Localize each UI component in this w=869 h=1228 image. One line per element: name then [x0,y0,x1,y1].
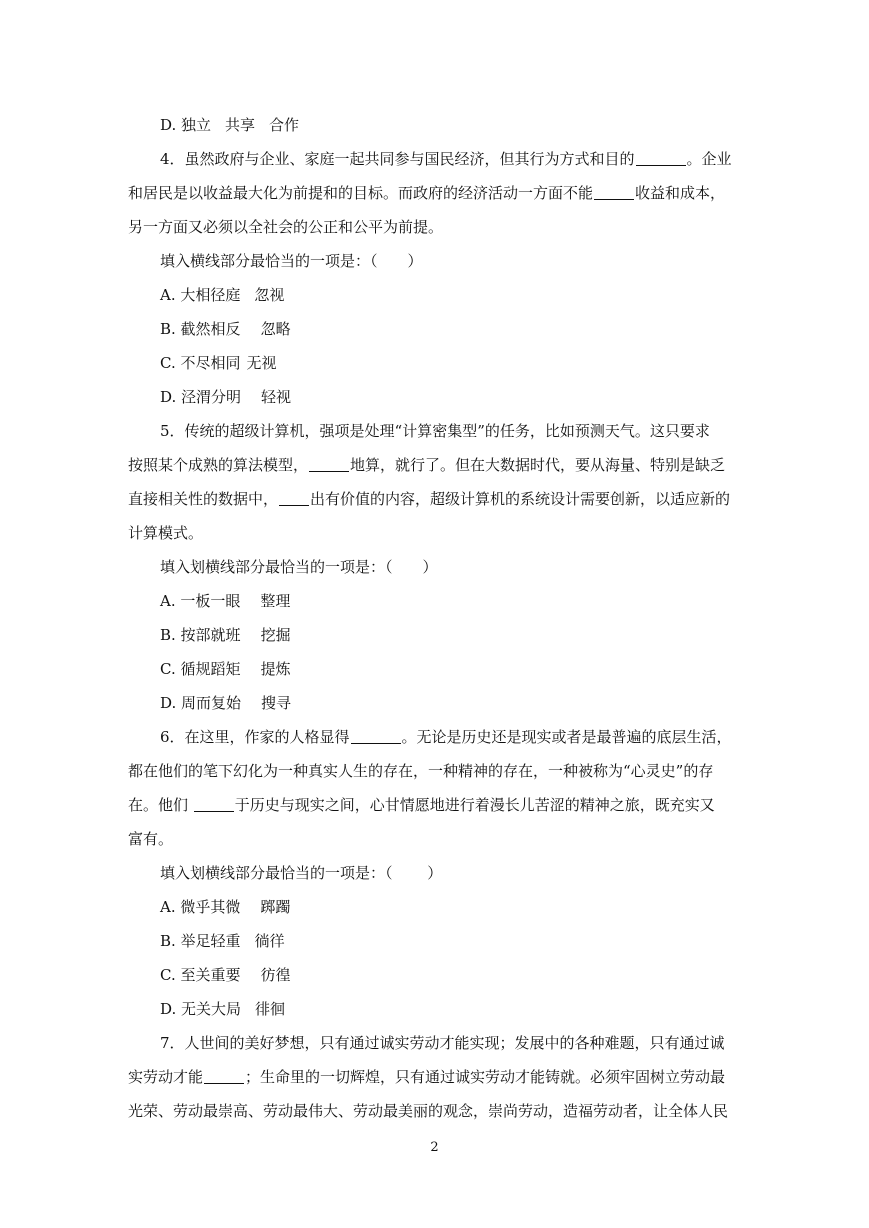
q6-stem-line-4 [128,822,743,856]
text-segment: 6．在这里，作家的人格显得 [160,728,350,746]
q4-stem-line-3 [128,210,743,244]
text-segment: 合作 [269,116,300,134]
text-segment: 按照某个成熟的算法模型， [128,456,309,474]
q6-option-d [128,992,743,1026]
text-segment: 挖掘 [260,626,291,644]
text-segment: C. 不尽相同 [160,354,241,372]
q5-option-c [128,652,743,686]
q5-option-a [128,584,743,618]
text-segment: 共享 [225,116,256,134]
q4-option-b [128,312,743,346]
text-segment: 忽略 [260,320,291,338]
answer-blank [279,487,309,506]
q5-stem-line-3 [128,482,743,516]
text-segment: 4．虽然政府与企业、家庭一起共同参与国民经济，但其行为方式和目的 [160,150,635,168]
q5-option-b [128,618,743,652]
text-segment: 于历史与现实之间，心甘情愿地进行着漫长儿苦涩的精神之旅，既充实又 [234,796,715,814]
q6-option-c [128,958,743,992]
answer-blank [194,793,234,812]
text-segment: 出有价值的内容，超级计算机的系统设计需要创新，以适应新的 [310,490,731,508]
text-segment: 提炼 [260,660,291,678]
q6-prompt: 填入划横线部分最恰当的一项是：（ ） [160,864,443,882]
text-segment: 徘徊 [255,1000,286,1018]
text-segment: A. 微乎其微 [160,898,241,916]
q6-stem-line-2 [128,754,743,788]
text-segment: 搜寻 [261,694,292,712]
text-segment: ；生命里的一切辉煌，只有通过诚实劳动才能铸就。必须牢固树立劳动最 [245,1068,726,1086]
q4-prompt: 填入横线部分最恰当的一项是：（ ） [160,252,423,270]
answer-blank [204,1065,244,1084]
text-segment: C. 至关重要 [160,966,241,984]
page-number: 2 [430,1140,439,1155]
q6-option-b [128,924,743,958]
text-segment: 7．人世间的美好梦想，只有通过诚实劳动才能实现；发展中的各种难题，只有通过诚 [160,1034,725,1052]
q7-stem-line-2 [128,1060,743,1094]
text-segment: 踯躅 [260,898,291,916]
q5-stem-line-1 [128,414,743,448]
text-segment: A. 一板一眼 [160,592,241,610]
text-segment: 富有。 [128,830,174,848]
answer-blank [636,147,686,166]
text-segment: 都在他们的笔下幻化为一种真实人生的存在，一种精神的存在，一种被称为“心灵史”的存 [128,762,714,780]
q7-stem-line-1 [128,1026,743,1060]
text-segment: 。企业 [686,150,732,168]
text-segment: D. 周而复始 [160,694,242,712]
answer-blank [594,181,634,200]
page-content [128,108,743,1128]
text-segment: 徜徉 [254,932,285,950]
text-segment: 轻视 [261,388,292,406]
text-segment: 计算模式。 [128,524,204,542]
text-segment: D. 泾渭分明 [160,388,242,406]
text-segment: 地算，就行了。但在大数据时代，要从海量、特别是缺乏 [350,456,726,474]
q4-stem-line-2 [128,176,743,210]
text-segment: A. 大相径庭 [160,286,241,304]
text-segment: 忽视 [254,286,285,304]
text-segment: 和居民是以收益最大化为前提和的目标。而政府的经济活动一方面不能 [128,184,594,202]
text-segment: 彷徨 [260,966,291,984]
q5-stem-line-2 [128,448,743,482]
text-segment: B. 按部就班 [160,626,241,644]
q4-option-a [128,278,743,312]
answer-blank [351,725,401,744]
text-segment: 5．传统的超级计算机，强项是处理“计算密集型”的任务，比如预测天气。这只要求 [160,422,710,440]
text-segment: C. 循规蹈矩 [160,660,241,678]
text-segment: 整理 [260,592,291,610]
text-segment: D. 独立 [160,116,212,134]
text-segment: 光荣、劳动最崇高、劳动最伟大、劳动最美丽的观念，崇尚劳动，造福劳动者，让全体人民 [128,1102,729,1120]
q4-option-d [128,380,743,414]
q5-prompt: 填入划横线部分最恰当的一项是：（ ） [160,558,438,576]
q5-option-d [128,686,743,720]
q3-option-d [128,108,743,142]
q7-stem-line-3 [128,1094,743,1128]
q6-stem-line-3 [128,788,743,822]
text-segment: 在。他们 [128,796,193,814]
text-segment: 收益和成本， [635,184,726,202]
q5-stem-line-4 [128,516,743,550]
text-segment: 另一方面又必须以全社会的公正和公平为前提。 [128,218,444,236]
q4-stem-line-1 [128,142,743,176]
text-segment: 直接相关性的数据中， [128,490,279,508]
text-segment: 。无论是历史还是现实或者是最普遍的底层生活， [401,728,732,746]
text-segment: 实劳动才能 [128,1068,204,1086]
answer-blank [309,453,349,472]
q6-stem-line-1 [128,720,743,754]
text-segment: B. 截然相反 [160,320,241,338]
text-segment: B. 举足轻重 [160,932,241,950]
text-segment: D. 无关大局 [160,1000,242,1018]
q6-option-a [128,890,743,924]
text-segment: 无视 [246,354,277,372]
q4-option-c [128,346,743,380]
